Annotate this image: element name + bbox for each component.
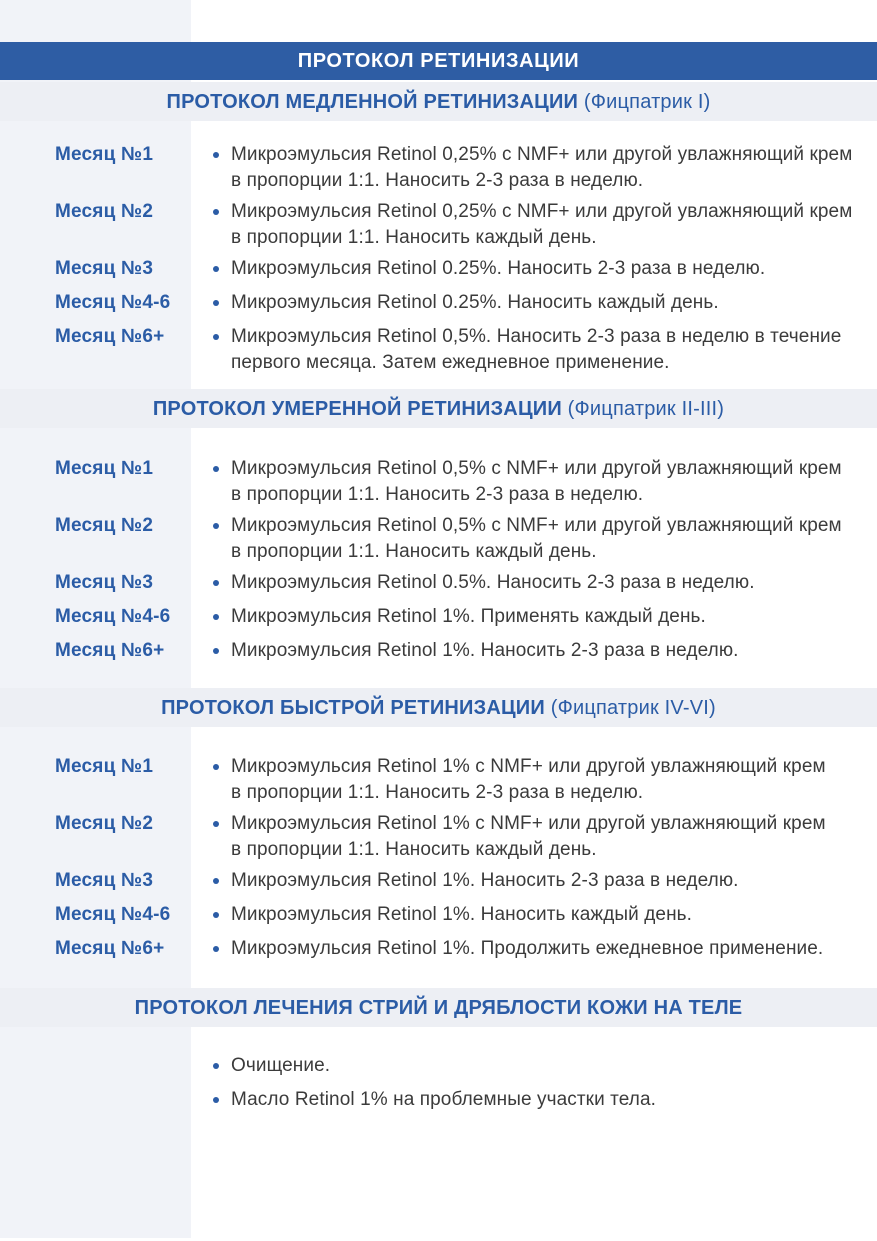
section-heading: ПРОТОКОЛ БЫСТРОЙ РЕТИНИЗАЦИИ	[161, 696, 545, 719]
protocol-row	[0, 1053, 877, 1079]
bullet-icon	[213, 614, 219, 620]
month-label: Месяц №2	[55, 201, 154, 222]
instruction-text: Микроэмульсия Retinol 0.25%. Наносить 2-3 раза в неделю.	[231, 258, 766, 279]
bullet-icon	[213, 466, 219, 472]
instruction-text: Микроэмульсия Retinol 1% с NMF+ или другой увлажняющий крем в пропорции 1:1. Наносить 2-3 раза в неделю.	[231, 756, 826, 803]
bullet-icon	[213, 764, 219, 770]
section-heading-band-fast	[0, 688, 877, 727]
bullet-icon	[213, 523, 219, 529]
document-title-bar	[0, 42, 877, 80]
bullet-icon	[213, 912, 219, 918]
section-rows-slow	[0, 142, 877, 381]
section-heading-note: (Фицпатрик II-III)	[561, 397, 725, 420]
protocol-row	[0, 142, 877, 194]
instruction-text: Масло Retinol 1% на проблемные участки тела.	[231, 1089, 657, 1110]
instruction-text: Микроэмульсия Retinol 0,25% с NMF+ или другой увлажняющий крем в пропорции 1:1. Наносить 2-3 раза в неделю.	[231, 144, 853, 191]
month-label: Месяц №3	[55, 258, 154, 279]
protocol-row	[0, 754, 877, 806]
instruction-text: Очищение.	[231, 1055, 331, 1076]
month-label: Месяц №3	[55, 870, 154, 891]
month-label: Месяц №6+	[55, 938, 165, 959]
protocol-row	[0, 902, 877, 928]
document-title: ПРОТОКОЛ РЕТИНИЗАЦИИ	[297, 50, 580, 72]
protocol-row	[0, 456, 877, 508]
protocol-row	[0, 638, 877, 664]
protocol-row	[0, 1087, 877, 1113]
section-heading-note: (Фицпатрик IV-VI)	[544, 696, 716, 719]
bullet-icon	[213, 878, 219, 884]
instruction-text: Микроэмульсия Retinol 1%. Продолжить ежедневное применение.	[231, 938, 824, 959]
instruction-text: Микроэмульсия Retinol 1% с NMF+ или другой увлажняющий крем в пропорции 1:1. Наносить каждый день.	[231, 813, 826, 860]
bullet-icon	[213, 946, 219, 952]
section-heading: ПРОТОКОЛ ЛЕЧЕНИЯ СТРИЙ И ДРЯБЛОСТИ КОЖИ НА ТЕЛЕ	[134, 996, 743, 1019]
section-heading-band-slow	[0, 82, 877, 121]
bullet-icon	[213, 152, 219, 158]
month-label: Месяц №4-6	[55, 292, 171, 313]
month-label: Месяц №2	[55, 813, 154, 834]
bullet-icon	[213, 300, 219, 306]
bullet-icon	[213, 1097, 219, 1103]
bullet-icon	[213, 1063, 219, 1069]
instruction-text: Микроэмульсия Retinol 0.5%. Наносить 2-3 раза в неделю.	[231, 572, 755, 593]
bullet-icon	[213, 266, 219, 272]
instruction-text: Микроэмульсия Retinol 0,5%. Наносить 2-3 раза в неделю в течение первого месяца. Затем ежедневное применение.	[231, 326, 842, 373]
protocol-row	[0, 513, 877, 565]
instruction-text: Микроэмульсия Retinol 0,25% с NMF+ или другой увлажняющий крем в пропорции 1:1. Наносить каждый день.	[231, 201, 853, 248]
month-label: Месяц №4-6	[55, 904, 171, 925]
instruction-text: Микроэмульсия Retinol 0,5% с NMF+ или другой увлажняющий крем в пропорции 1:1. Наносить 2-3 раза в неделю.	[231, 458, 842, 505]
protocol-row	[0, 811, 877, 863]
protocol-row	[0, 290, 877, 316]
month-label: Месяц №1	[55, 458, 154, 479]
section-rows-body	[0, 1053, 877, 1121]
instruction-text: Микроэмульсия Retinol 1%. Наносить 2-3 раза в неделю.	[231, 870, 739, 891]
section-rows-moderate	[0, 456, 877, 672]
month-label: Месяц №6+	[55, 326, 165, 347]
protocol-row	[0, 199, 877, 251]
protocol-row	[0, 868, 877, 894]
section-heading-note: (Фицпатрик I)	[578, 90, 711, 113]
bullet-icon	[213, 580, 219, 586]
bullet-icon	[213, 334, 219, 340]
instruction-text: Микроэмульсия Retinol 0.25%. Наносить каждый день.	[231, 292, 719, 313]
protocol-row	[0, 936, 877, 962]
section-rows-fast	[0, 754, 877, 970]
instruction-text: Микроэмульсия Retinol 1%. Применять каждый день.	[231, 606, 706, 627]
protocol-row	[0, 256, 877, 282]
section-heading-band-body	[0, 988, 877, 1027]
bullet-icon	[213, 821, 219, 827]
protocol-row	[0, 604, 877, 630]
instruction-text: Микроэмульсия Retinol 1%. Наносить каждый день.	[231, 904, 693, 925]
month-label: Месяц №4-6	[55, 606, 171, 627]
instruction-text: Микроэмульсия Retinol 0,5% с NMF+ или другой увлажняющий крем в пропорции 1:1. Наносить каждый день.	[231, 515, 842, 562]
protocol-row	[0, 570, 877, 596]
section-heading-band-moderate	[0, 389, 877, 428]
month-label: Месяц №2	[55, 515, 154, 536]
month-label: Месяц №1	[55, 756, 154, 777]
month-label: Месяц №1	[55, 144, 154, 165]
bullet-icon	[213, 648, 219, 654]
month-label: Месяц №6+	[55, 640, 165, 661]
section-heading: ПРОТОКОЛ УМЕРЕННОЙ РЕТИНИЗАЦИИ	[152, 397, 562, 420]
month-label: Месяц №3	[55, 572, 154, 593]
protocol-row	[0, 324, 877, 376]
section-heading: ПРОТОКОЛ МЕДЛЕННОЙ РЕТИНИЗАЦИИ	[166, 90, 579, 113]
bullet-icon	[213, 209, 219, 215]
instruction-text: Микроэмульсия Retinol 1%. Наносить 2-3 раза в неделю.	[231, 640, 739, 661]
